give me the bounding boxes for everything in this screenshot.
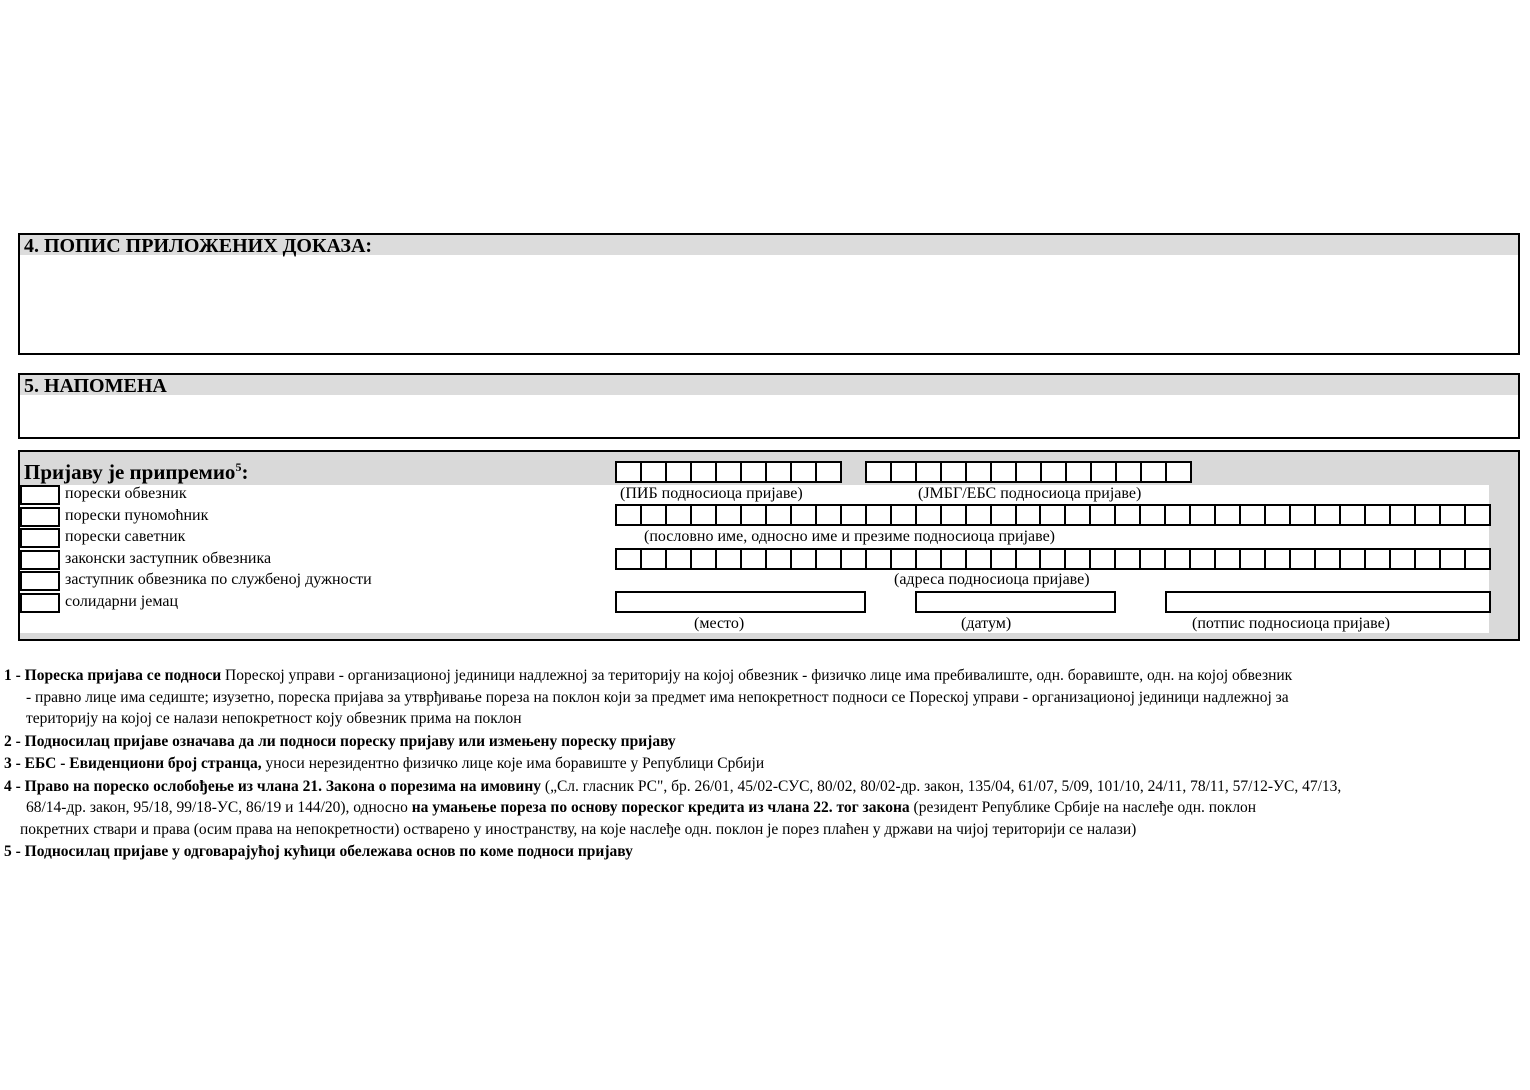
footnote-5: 5 - Подносилац пријаве у одговарајућој кућици обележава основ по коме подноси пријаву xyxy=(4,843,633,860)
section-4-title: 4. ПОПИС ПРИЛОЖЕНИХ ДОКАЗА: xyxy=(20,235,1518,255)
jmbg-caption: (ЈМБГ/ЕБС подносиоца пријаве) xyxy=(918,485,1142,502)
note-field[interactable] xyxy=(20,395,1518,435)
footnote-4: 4 - Право на пореско ослобођење из члана 21. Закона о порезима на имовину („Сл. гласник РС", бр. 26/01, 45/02-СУС, 80/02, 80/02-др. закон, 135/04, 61/07, 5/09, 101/10, 24/11, 78/11, 57/12-УС, 47/13, 68/14-др. закон, 95/18, 99/18-УС, 86/19 и 144/20), односно на умањење пореза по основу пореског кредита из члана 22. тог закона (резидент Републике Србије на наслеђе одн. поклон покретних ствари и права (осим права на непокретности) остварено у иностранству, на које наслеђе одн. поклон је порез плаћен у држави на чијој територији се налази) xyxy=(4,777,1342,838)
address-input-cells[interactable] xyxy=(615,548,1491,570)
checkbox-tax-proxy[interactable] xyxy=(20,507,60,527)
date-caption: (датум) xyxy=(961,615,1012,632)
name-input-cells[interactable] xyxy=(615,504,1491,526)
footnote-3: 3 - ЕБС - Евиденциони број странца, уноси нерезидентно физичко лице које има боравиште у Републици Србији xyxy=(4,755,765,772)
footnote-2: 2 - Подносилац пријаве означава да ли подноси пореску пријаву или измењену пореску пријаву xyxy=(4,732,676,750)
signature-field[interactable] xyxy=(1165,591,1491,613)
evidence-list-field[interactable] xyxy=(20,255,1518,351)
name-caption: (пословно име, односно име и презиме подносиоца пријаве) xyxy=(644,528,1055,545)
role-label-official-representative: заступник обвезника по службеној дужности xyxy=(65,571,372,588)
section-5-title: 5. НАПОМЕНА xyxy=(20,375,1518,395)
place-field[interactable] xyxy=(615,591,866,613)
section-attached-evidence xyxy=(18,233,1520,355)
checkbox-joint-guarantor[interactable] xyxy=(20,593,60,613)
role-label-legal-representative: законски заступник обвезника xyxy=(65,550,272,567)
role-label-joint-guarantor: солидарни јемац xyxy=(65,593,179,610)
signature-caption: (потпис подносиоца пријаве) xyxy=(1192,615,1390,632)
footnotes xyxy=(4,665,1514,864)
footnote-1: 1 - Пореска пријава се подноси Пореској управи - организационој јединици надлежној за територију на којој обвезник - физичко лице има пребивалиште, одн. боравиште, одн. на којој обвезник - правно лице има седиште; изузетно, пореска пријава за утврђивање пореза на поклон који за предмет има непокретност подноси се Пореској управи - организационој јединици надлежној за територију на којој се налази непокретност коју обвезник прима на поклон xyxy=(4,667,1293,727)
address-caption: (адреса подносиоца пријаве) xyxy=(894,571,1090,588)
role-label-taxpayer: порески обвезник xyxy=(65,485,187,502)
role-label-tax-proxy: порески пуномоћник xyxy=(65,507,209,524)
place-caption: (место) xyxy=(694,615,745,632)
checkbox-tax-advisor[interactable] xyxy=(20,528,60,548)
jmbg-input-cells[interactable] xyxy=(865,461,1192,483)
pib-caption: (ПИБ подносиоца пријаве) xyxy=(620,485,803,502)
section-prepared-by xyxy=(18,450,1520,641)
checkbox-legal-representative[interactable] xyxy=(20,550,60,570)
role-label-tax-advisor: порески саветник xyxy=(65,528,186,545)
checkbox-official-representative[interactable] xyxy=(20,571,60,591)
checkbox-taxpayer[interactable] xyxy=(20,485,60,505)
prepared-by-title: Пријаву је припремио$^5$: xyxy=(24,460,249,484)
section-note xyxy=(18,373,1520,439)
pib-input-cells[interactable] xyxy=(615,461,842,483)
date-field[interactable] xyxy=(915,591,1116,613)
